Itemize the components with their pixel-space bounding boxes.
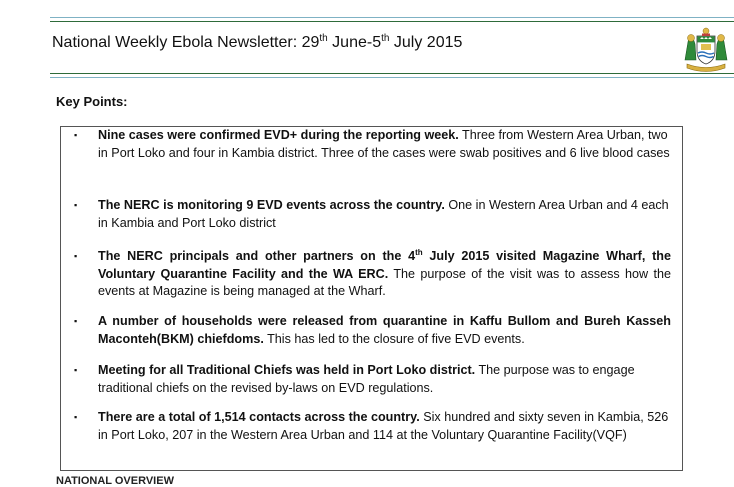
key-point-text: Nine cases were confirmed EVD+ during the reporting week. Three from Western Area Urban, two in Port Loko and four in Kambia district. Three of the cases were swab positives and 6 live blood cases <box>98 128 670 160</box>
key-point-text: The NERC principals and other partners on the 4th July 2015 visited Magazine Wharf, the Voluntary Quarantine Facility and the WA ERC. The purpose of the visit was to assess how the events at Magazine is being managed at the Wharf. <box>98 248 672 298</box>
newsletter-title: National Weekly Ebola Newsletter: 29th June-5th July 2015 <box>52 33 463 51</box>
key-points-heading: Key Points: <box>56 94 128 109</box>
sierra-leone-coat-of-arms-icon <box>683 24 729 72</box>
next-section-heading-cutoff: NATIONAL OVERVIEW <box>56 475 174 487</box>
bullet-icon: ▪ <box>74 251 78 261</box>
key-point-text: A number of households were released from quarantine in Kaffu Bullom and Bureh Kasseh Maconteh(BKM) chiefdoms. This has led to the closure of five EVD events. <box>98 314 671 346</box>
bullet-icon: ▪ <box>74 316 78 326</box>
header-rule-top-dark <box>50 21 734 22</box>
key-point-text: There are a total of 1,514 contacts across the country. Six hundred and sixty seven in Kambia, 526 in Port Loko, 207 in the Western Area Urban and 114 at the Voluntary Quarantine Facility(VQF) <box>98 410 669 442</box>
header-rule-bottom-light <box>50 77 734 78</box>
key-point-text: Meeting for all Traditional Chiefs was held in Port Loko district. The purpose was to engage traditional chiefs on the revised by-laws on EVD regulations. <box>98 363 635 395</box>
bullet-icon: ▪ <box>74 365 78 375</box>
bullet-icon: ▪ <box>74 412 78 422</box>
bullet-icon: ▪ <box>74 200 78 210</box>
header-rule-bottom-dark <box>50 73 734 74</box>
key-point-text: The NERC is monitoring 9 EVD events across the country. One in Western Area Urban and 4 each in Kambia and Port Loko district <box>98 198 669 230</box>
key-points-box <box>60 126 683 471</box>
header-rule-top-light <box>50 17 734 18</box>
bullet-icon: ▪ <box>74 130 78 140</box>
